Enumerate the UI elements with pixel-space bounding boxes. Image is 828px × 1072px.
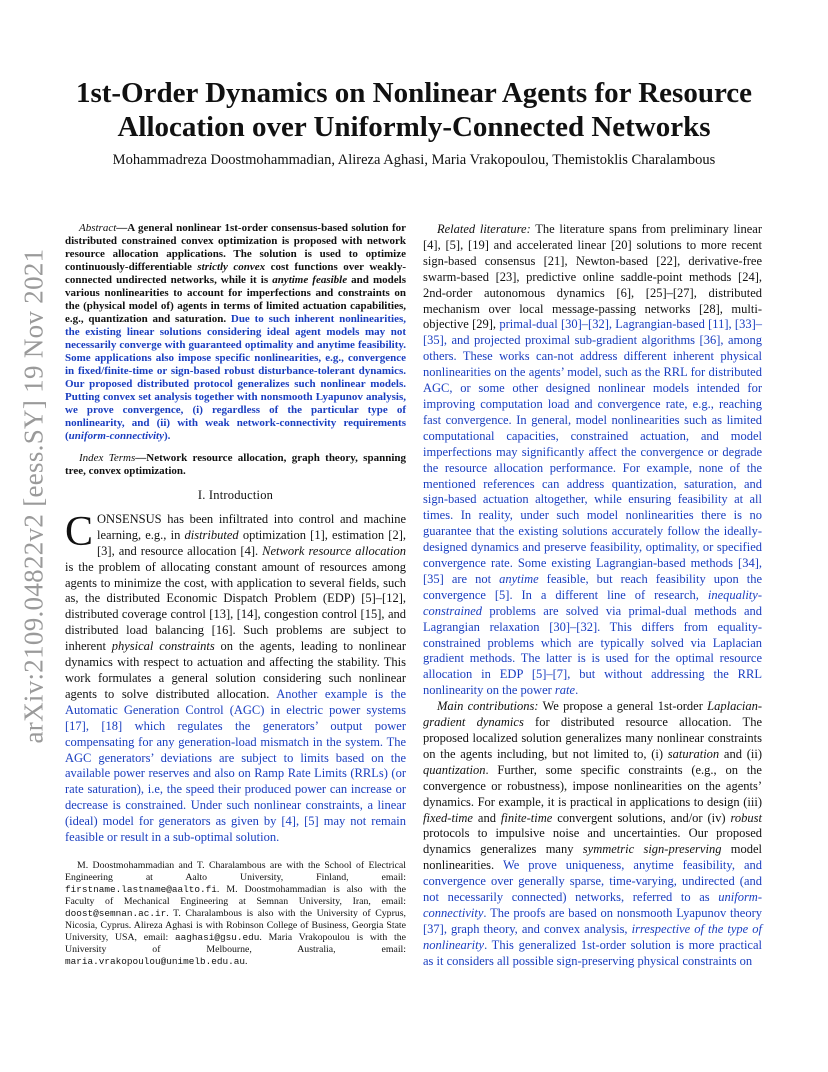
contributions-paragraph: Main contributions: We propose a general 1st-order Laplacian-gradient dynamics for distributed resource allocation. The proposed localized solution generalizes many nonlinear constraints on the agents including, but not limited to, (i) saturation and (ii) quantization. Further, some specific constraints (e.g., on the convergence or robustness), impose nonlinearities on the agents’ dynamics. For example, it is practical in applications to design (iii) fixed-time and finite-time convergent solutions, and/or (iv) robust protocols to impulsive noise and uncertainties. Our proposed dynamics generalizes many symmetric sign-preserving model nonlinearities. We prove uniqueness, anytime feasibility, and convergence over generally sparse, time-varying, undirected (and not necessarily connected) networks, referred to as uniform-connectivity. The proofs are based on nonsmooth Lyapunov theory [37], graph theory, and convex analysis, irrespective of the type of nonlinearity. This generalized 1st-order solution is more practical as it considers all possible sign-preserving physical constraints on bbox=[423, 699, 763, 968]
author-list: Mohammadreza Doostmohammadian, Alireza Aghasi, Maria Vrakopoulou, Themistoklis Charalambous bbox=[112, 152, 716, 168]
section-heading: I. Introduction bbox=[197, 488, 274, 502]
right-column bbox=[423, 222, 762, 970]
arxiv-side-stamp: arXiv:2109.04822v2 [eess.SY] 19 Nov 2021 bbox=[18, 248, 49, 744]
abstract: Abstract—A general nonlinear 1st-order consensus-based solution for distributed constrained convex optimization is proposed with network resource allocation applications. The solution is used to optimize continuously-differentiable strictly convex cost functions over weakly-connected undirected networks, while it is anytime feasible and models various nonlinearities to account for imperfections and constraints on the (physical model of) agents in terms of limited actuation capabilities, e.g., quantization and saturation. Due to such inherent nonlinearities, the existing linear solutions considering ideal agent models may not necessarily converge with guaranteed optimality and anytime feasibility. Some applications also impose specific nonlinearities, e.g., convergence in fixed/finite-time or sign-based robust disturbance-tolerant dynamics. Our proposed distributed protocol generalizes such nonlinear models. Putting convex set analysis together with nonsmooth Lyapunov analysis, we prove convergence, (i) regardless of the particular type of nonlinearity, and (ii) with weak network-connectivity requirements (uniform-connectivity). bbox=[65, 222, 406, 442]
related-literature-paragraph: Related literature: The literature spans from preliminary linear [4], [5], [19] and accelerated linear [20] solutions to more recent sign-based consensus [21], Newton-based [22], derivative-free swarm-based [23], predictive online saddle-point methods [24], 2nd-order autonomous dynamics [6], [25]–[27], distributed mechanism over local message-passing networks [28], multi-objective [29], primal-dual [30]–[32], Lagrangian-based [11], [33]–[35], and projected proximal sub-gradient algorithms [36], among others. These works can-not address different inherent physical nonlinearities on the agents’ model, such as the RRL for distributed AGC, or some other designed nonlinear models intended for improving computation load and convergence rate, e.g., reaching fast convergence. In general, model nonlinearities such as limited computational capacities, constrained actuation, and model imperfections may significantly affect the convergence or degrade the resource allocation performance. For example, none of the mentioned references can address quantization, saturation, and sign-based actuation altogether, while ensuring feasibility at all times. In reality, under such model nonlinearities there is no guarantee that the existing solutions accurately follow the ideally-designed dynamics and preserve feasibility, optimality, or specified convergence rate. Some existing Lagrangian-based methods [34], [35] are not anytime feasible, but reach feasibility upon the convergence [5]. In a different line of research, inequality-constrained problems are solved via primal-dual methods and Lagrangian relaxation [30]–[32]. This differs from equality-constrained problems which are typically solved via Laplacian gradient methods. The latter is is used for the optimal resource allocation in EDP [5]–[7], but without addressing the RRL nonlinearity on the power rate. bbox=[423, 222, 763, 698]
paper-title: 1st-Order Dynamics on Nonlinear Agents for Resource Allocation over Uniformly-Connected Networks bbox=[75, 77, 753, 143]
left-column bbox=[65, 222, 406, 968]
drop-cap: C bbox=[65, 508, 94, 555]
index-terms: Index Terms—Network resource allocation, graph theory, spanning tree, convex optimization. bbox=[65, 452, 406, 477]
intro-paragraph: CONSENSUS has been infiltrated into control and machine learning, e.g., in distributed optimization [1], estimation [2], [3], and resource allocation [4]. Network resource allocation is the problem of allocating constant amount of resources among agents to minimize the cost, with application to several fields, such as, the distributed Economic Dispatch Problem (EDP) [5]–[12], distributed coverage control [13], [14], congestion control [15], and distributed load balancing [16]. Such problems are subject to inherent physical constraints on the agents, leading to nonlinear dynamics with respect to actuation and affecting the stability. This work formulates a general solution considering such nonlinear agents to solve distributed allocation. Another example is the Automatic Generation Control (AGC) in electric power systems [17], [18] which regulates the generators’ output power compensating for any generation-load mismatch in the system. The AGC generators’ deviations are subject to limits based on the available power reserves and also on Ramp Rate Limits (RRLs) (or rate saturation), i.e, the speed their produced power can increase or decrease is constrained. Under such nonlinear constraints, a linear (ideal) model for generators as given by [4], [5] may not remain feasible or result in a sub-optimal solution. bbox=[65, 508, 406, 845]
author-footnote: M. Doostmohammadian and T. Charalambous are with the School of Electrical Engineering at Aalto University, Finland, email: firstname.lastname@aalto.fi. M. Doostmohammadian is also with the Faculty of Mechanical Engineering at Semnan University, Iran, email: doost@semnan.ac.ir. T. Charalambous is also with the University of Cyprus, Nicosia, Cyprus. Alireza Aghasi is with Robinson College of Business, Georgia State University, USA, email: aaghasi@gsu.edu. Maria Vrakopoulou is with the University of Melbourne, Australia, email: maria.vrakopoulou@unimelb.edu.au. bbox=[65, 859, 406, 967]
